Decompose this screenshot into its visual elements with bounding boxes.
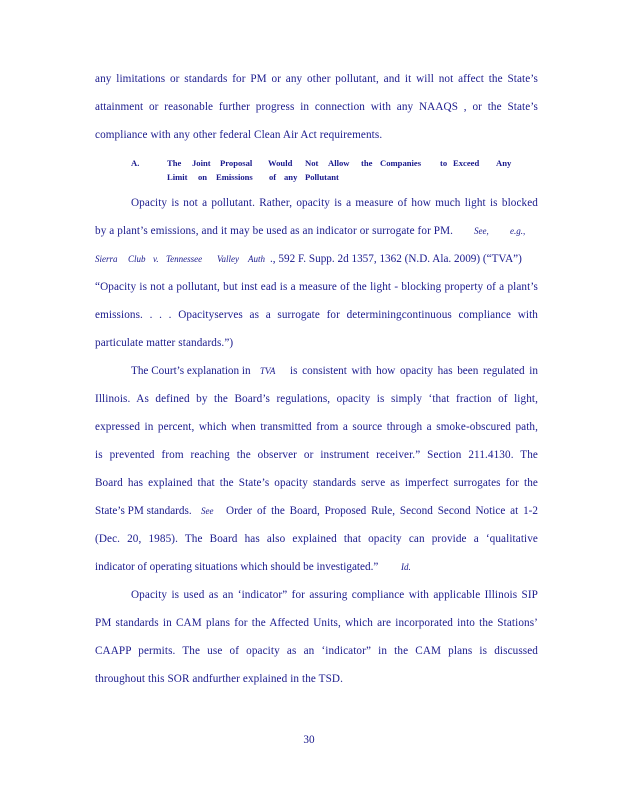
text-line: by a plant’s emissions, and it may be used as an indicator or surrogate for PM. [95,225,454,237]
case-name: Sierra [95,254,118,264]
heading-word: Exceed [453,158,480,168]
citation-signal: See, [474,226,489,236]
text-line: PM standards in CAM plans for the Affected Units, which are incorporated into the Stations’ [95,617,538,629]
text-line: is prevented from reaching the observer or instrument receiver.” Section 211.4130. The [95,449,538,461]
citation-reporter: ., 592 F. Supp. 2d 1357, 1362 (N.D. Ala. 2009) (“TVA”) [270,253,522,265]
text-line: particulate matter standards.”) [95,337,234,349]
heading-word: Would [268,158,293,168]
text-line: attainment or reasonable further progress in connection with any NAAQS , or the State’s [95,101,538,113]
heading-label: A. [131,158,140,168]
case-name: v. [153,254,159,264]
heading-word: Allow [328,158,350,168]
case-name: Valley [217,254,239,264]
heading-word: Limit [167,172,188,182]
case-name: Club [128,254,146,264]
case-short-name: TVA [260,366,276,376]
heading-word: to [440,158,448,168]
heading-word: Emissions [216,172,253,182]
text-line: is consistent with how opacity has been regulated in [290,365,538,377]
text-line: (Dec. 20, 1985). The Board has also explained that opacity can provide a ‘qualitative [95,533,538,545]
heading-word: any [284,172,298,182]
text-line: any limitations or standards for PM or any other pollutant, and it will not affect the State’s [95,73,538,85]
text-line: expressed in percent, which when transmitted from a source through a smoke-obscured path, [95,421,538,433]
text-line: indicator of operating situations which should be investigated.” [95,561,379,573]
heading-word: Companies [380,158,422,168]
text-line: State’s PM standards. [95,505,192,517]
text-line: throughout this SOR andfurther explained in the TSD. [95,673,343,685]
text-line: Illinois. As defined by the Board’s regulations, opacity is simply ‘that fraction of light, [95,393,538,405]
heading-word: Not [305,158,319,168]
text-line: Opacity is used as an ‘indicator” for assuring compliance with applicable Illinois SIP [131,589,538,601]
text-line: “Opacity is not a pollutant, but inst ead is a measure of the light - blocking property of a plant’s [95,281,538,293]
page-number: 30 [303,734,315,746]
text-line: Board has explained that the State’s opacity standards serve as imperfect surrogates for the [95,477,538,489]
text-line: Opacity is not a pollutant. Rather, opacity is a measure of how much light is blocked [131,197,538,209]
citation-signal: Id. [401,562,411,572]
text-line: CAAPP permits. The use of opacity as an ‘indicator” in the CAM plans is discussed [95,645,538,657]
heading-word: Any [496,158,512,168]
citation-signal: e.g., [510,226,526,236]
heading-word: Joint [192,158,211,168]
case-name: Tennessee [166,254,203,264]
heading-word: Proposal [220,158,253,168]
heading-word: on [198,172,208,182]
heading-word: Pollutant [305,172,339,182]
text-line: Order of the Board, Proposed Rule, Second Second Notice at 1-2 [226,505,538,517]
text-line: The Court’s explanation in [131,365,251,377]
heading-word: of [269,172,277,182]
text-line: compliance with any other federal Clean Air Act requirements. [95,129,383,141]
text-line: emissions. . . . Opacityserves as a surrogate for determiningcontinuous compliance with [95,309,538,321]
case-name: Auth [248,254,265,264]
citation-signal: See [201,506,214,516]
heading-word: The [167,158,182,168]
heading-word: the [361,158,373,168]
